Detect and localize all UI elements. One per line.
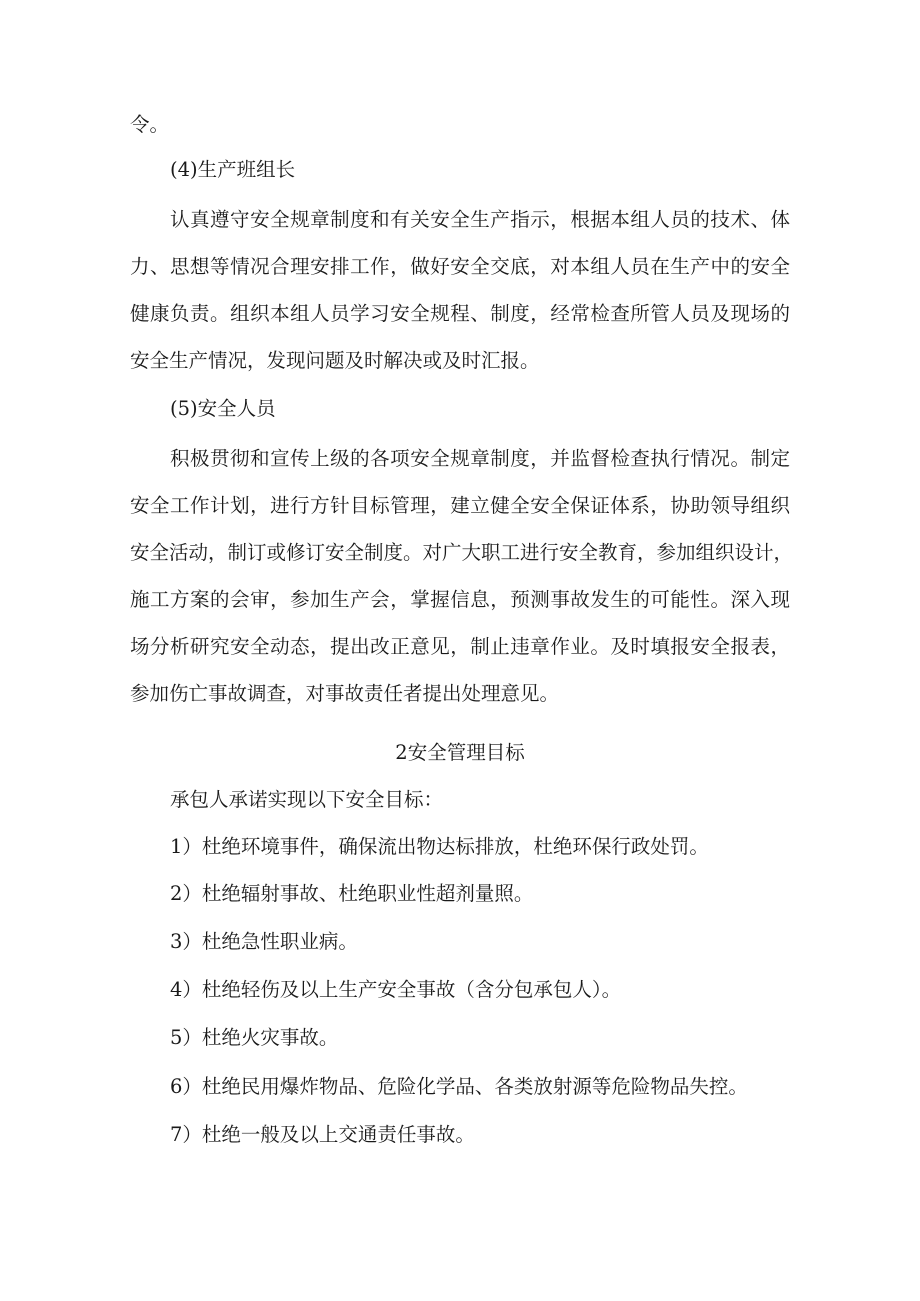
section-4-line-4: 安全生产情况，发现问题及时解决或及时汇报。 [130,349,540,372]
section-title: 2安全管理目标 [395,741,525,764]
goal-item: 2）杜绝辐射事故、杜绝职业性超剂量照。 [170,882,534,905]
section-5-line-5: 场分析研究安全动态，提出改正意见，制止违章作业。及时填报安全报表， [130,635,790,658]
section-4-heading: (4)生产班组长 [170,158,296,181]
goal-item: 3）杜绝急性职业病。 [170,930,358,953]
section-4-line-2: 力、思想等情况合理安排工作，做好安全交底，对本组人员在生产中的安全 [130,255,790,278]
continuation-text: 令。 [130,113,170,136]
goal-item: 4）杜绝轻伤及以上生产安全事故（含分包承包人）。 [170,978,622,1001]
section-5-line-6: 参加伤亡事故调查，对事故责任者提出处理意见。 [130,682,560,705]
goal-item: 7）杜绝一般及以上交通责任事故。 [170,1123,475,1146]
section-5-line-2: 安全工作计划，进行方针目标管理，建立健全安全保证体系，协助领导组织 [130,494,790,517]
section-5-line-4: 施工方案的会审，参加生产会，掌握信息，预测事故发生的可能性。深入现 [130,588,790,611]
section-4-line-1: 认真遵守安全规章制度和有关安全生产指示，根据本组人员的技术、体 [170,208,790,231]
section-4-line-3: 健康负责。组织本组人员学习安全规程、制度，经常检查所管人员及现场的 [130,302,790,325]
goal-item: 5）杜绝火灾事故。 [170,1026,339,1049]
goal-item: 6）杜绝民用爆炸物品、危险化学品、各类放射源等危险物品失控。 [170,1075,748,1098]
section-5-heading: (5)安全人员 [170,397,276,420]
goals-intro: 承包人承诺实现以下安全目标： [170,788,444,811]
section-5-line-3: 安全活动，制订或修订安全制度。对广大职工进行安全教育，参加组织设计， [130,541,794,564]
section-5-line-1: 积极贯彻和宣传上级的各项安全规章制度，并监督检查执行情况。制定 [170,447,790,470]
goal-item: 1）杜绝环境事件，确保流出物达标排放，杜绝环保行政处罚。 [170,835,709,858]
